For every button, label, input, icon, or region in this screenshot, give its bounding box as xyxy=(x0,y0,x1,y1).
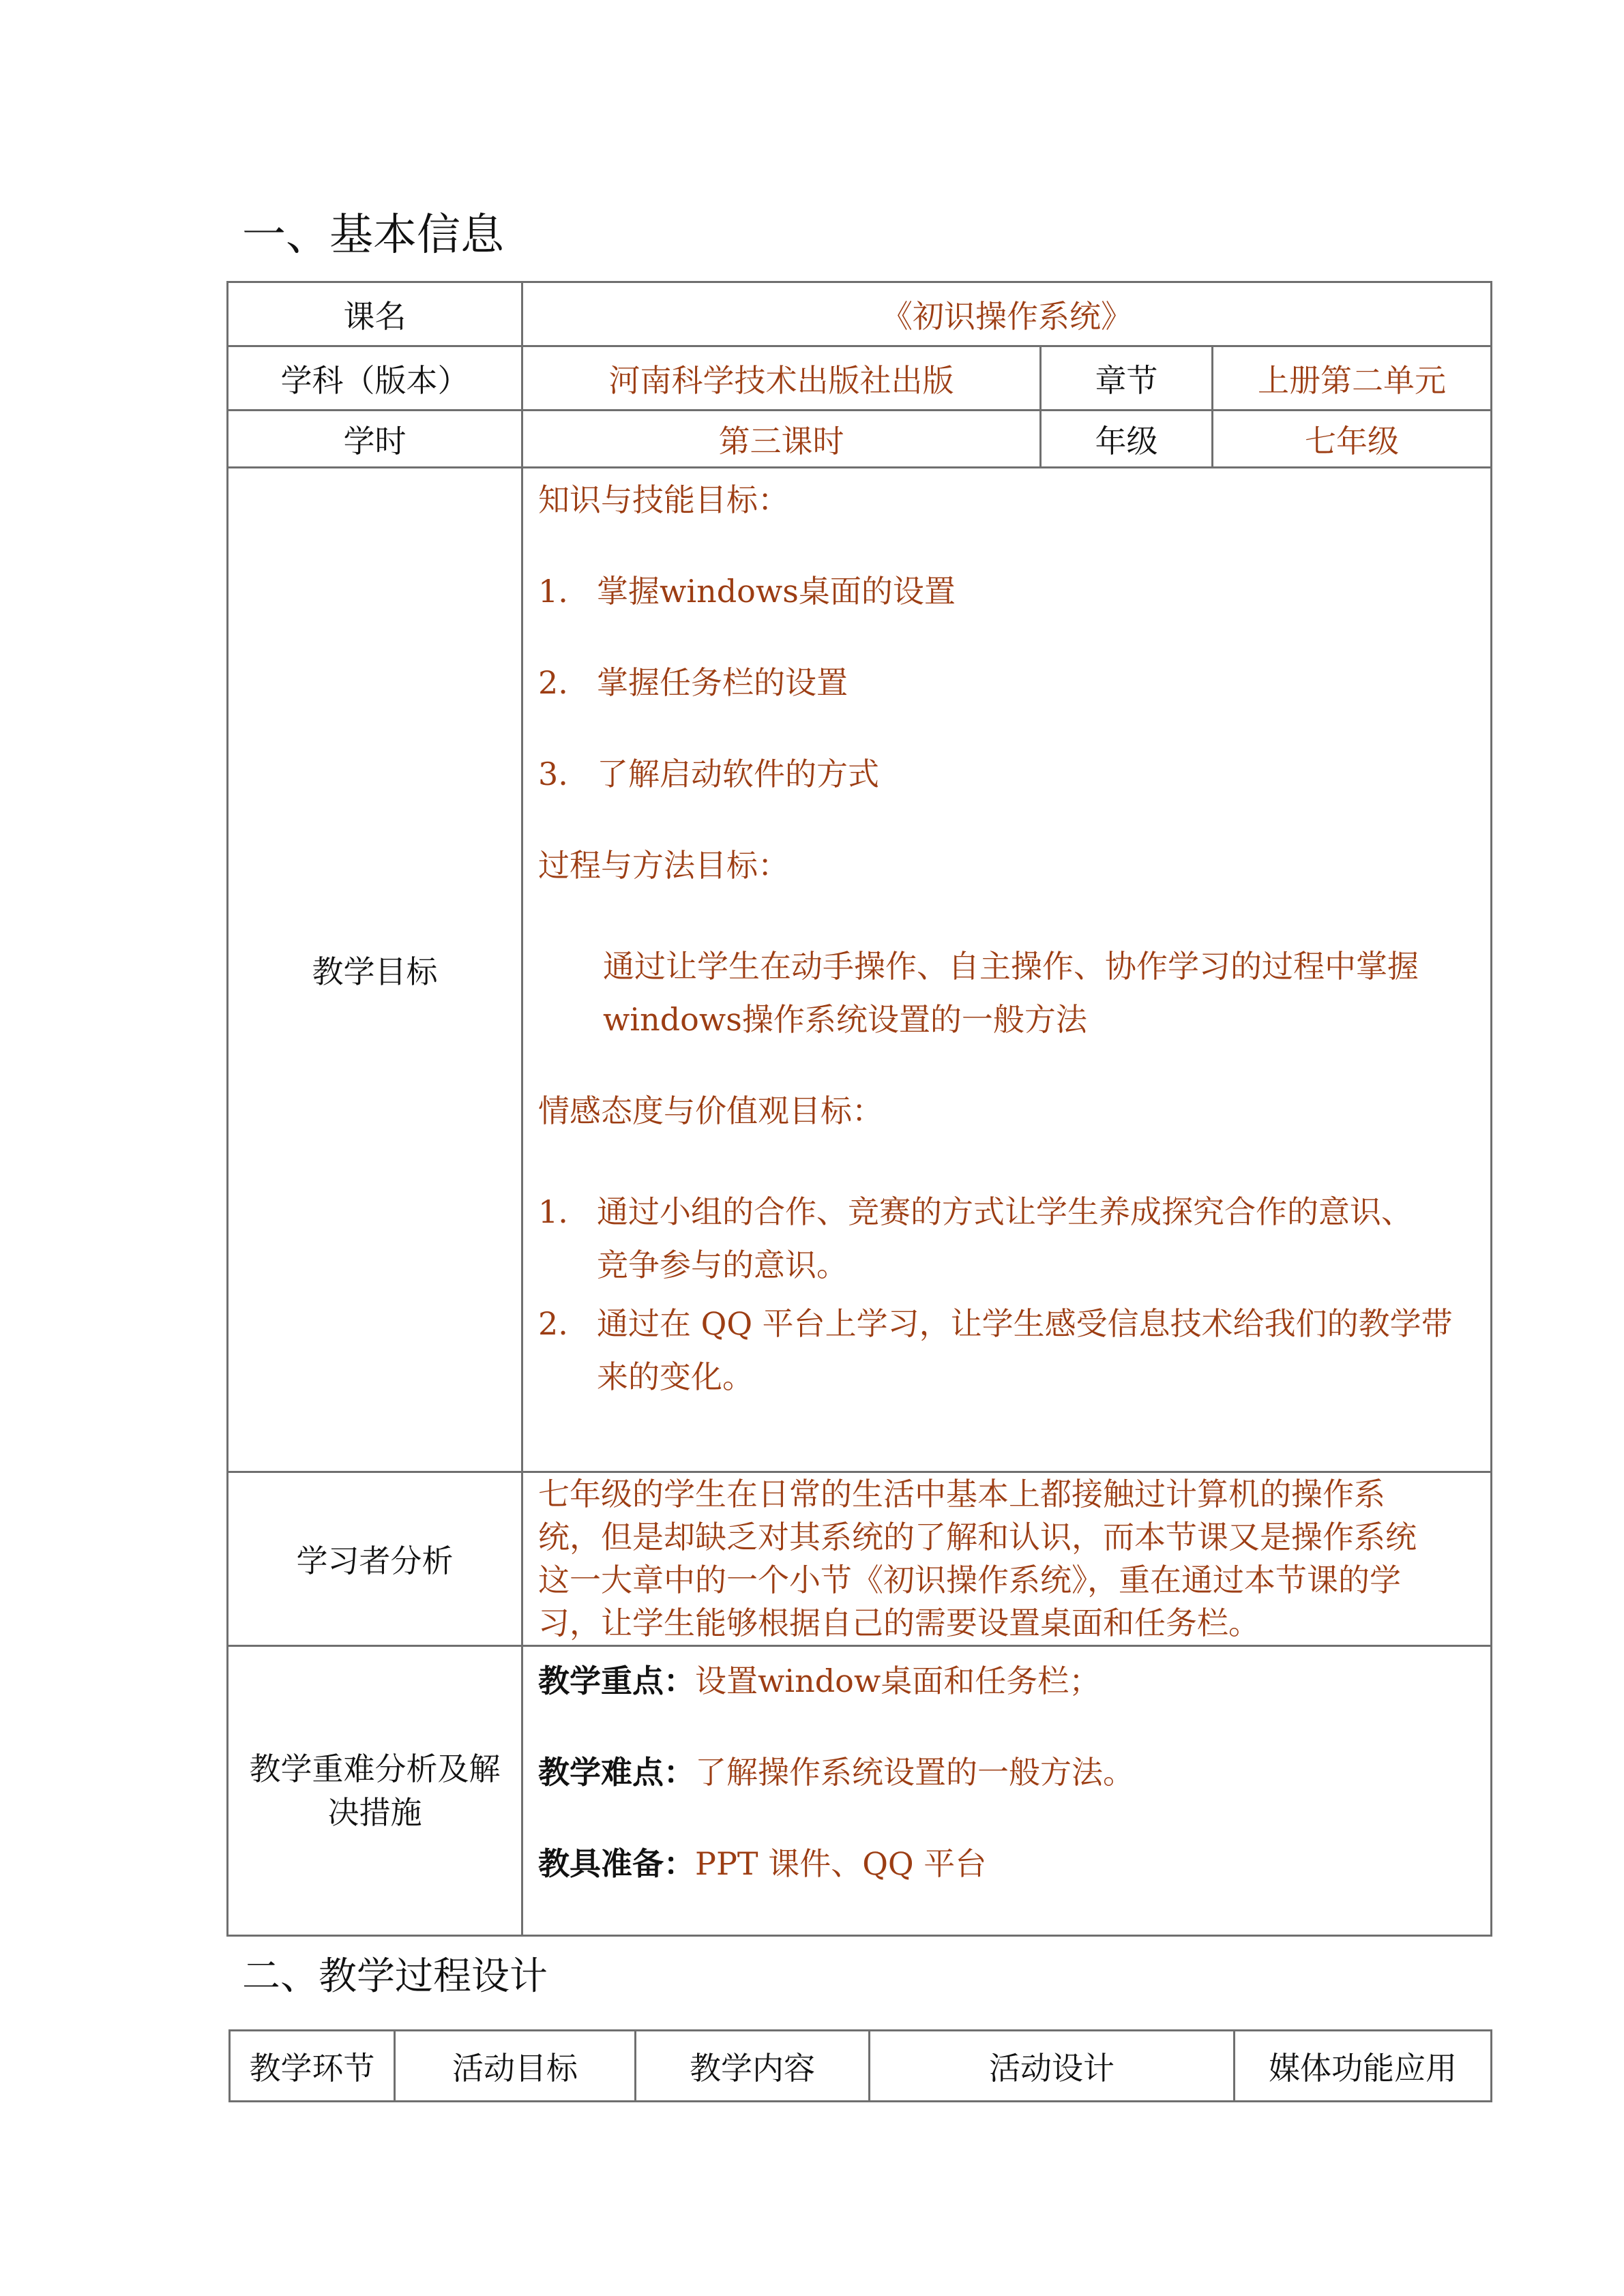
learner-line-2: 统，但是却缺乏对其系统的了解和认识，而本节课又是操作系统 xyxy=(538,1519,1417,1555)
section-heading-process-design: 二、教学过程设计 xyxy=(242,1954,548,1999)
header-teaching-content: 教学内容 xyxy=(636,2031,870,2102)
emotion-item-1-line2: 竞争参与的意识。 xyxy=(597,1247,848,1283)
subject-value: 河南科学技术出版社出版 xyxy=(522,346,1041,411)
tools-label: 教具准备： xyxy=(538,1845,695,1882)
chapter-label: 章节 xyxy=(1041,346,1213,411)
header-activity-goal: 活动目标 xyxy=(395,2031,636,2102)
process-heading: 过程与方法目标： xyxy=(538,847,789,884)
tools-text: PPT 课件、QQ 平台 xyxy=(695,1845,987,1882)
difficulty-line xyxy=(538,1750,1477,1794)
subject-label: 学科（版本） xyxy=(228,346,522,411)
focus-text: 设置window桌面和任务栏； xyxy=(695,1663,1101,1699)
knowledge-item-3: 3. 了解启动软件的方式 xyxy=(538,756,879,792)
emotion-item-1-line1: 1. 通过小组的合作、竞赛的方式让学生养成探究合作的意识、 xyxy=(538,1193,1413,1230)
section-heading-basic-info: 一、基本信息 xyxy=(242,210,504,260)
header-teaching-stage: 教学环节 xyxy=(230,2031,395,2102)
process-design-table xyxy=(228,2029,1492,2102)
course-label: 课名 xyxy=(228,282,522,346)
goals-label: 教学目标 xyxy=(228,468,522,1472)
process-text-2: windows操作系统设置的一般方法 xyxy=(603,1001,1087,1038)
keypoints-label xyxy=(228,1646,522,1936)
grade-value: 七年级 xyxy=(1213,411,1492,468)
knowledge-item-1: 1. 掌握windows桌面的设置 xyxy=(538,573,956,610)
keypoints-label-line1: 教学重难分析及解 xyxy=(249,1750,501,1787)
emotion-item-2-line1: 2. 通过在 QQ 平台上学习，让学生感受信息技术给我们的教学带 xyxy=(538,1305,1453,1342)
emotion-item-2-line2: 来的变化。 xyxy=(597,1358,754,1395)
period-value: 第三课时 xyxy=(522,411,1041,468)
emotion-heading: 情感态度与价值观目标： xyxy=(538,1092,883,1129)
goals-content xyxy=(522,468,1492,1472)
focus-line xyxy=(538,1659,1477,1703)
period-label: 学时 xyxy=(228,411,522,468)
basic-info-table xyxy=(226,281,1492,1937)
learner-label: 学习者分析 xyxy=(228,1472,522,1646)
process-text-1: 通过让学生在动手操作、自主操作、协作学习的过程中掌握 xyxy=(603,948,1419,985)
difficulty-text: 了解操作系统设置的一般方法。 xyxy=(695,1754,1134,1791)
knowledge-heading: 知识与技能目标： xyxy=(538,481,789,518)
header-media-application: 媒体功能应用 xyxy=(1235,2031,1492,2102)
learner-line-3: 这一大章中的一个小节《初识操作系统》，重在通过本节课的学 xyxy=(538,1562,1401,1598)
learner-line-4: 习，让学生能够根据自己的需要设置桌面和任务栏。 xyxy=(538,1605,1260,1641)
tools-line xyxy=(538,1842,1477,1885)
learner-line-1: 七年级的学生在日常的生活中基本上都接触过计算机的操作系 xyxy=(538,1476,1385,1512)
focus-label: 教学重点： xyxy=(538,1663,695,1699)
keypoints-label-line2: 决措施 xyxy=(327,1794,422,1831)
course-value: 《初识操作系统》 xyxy=(522,282,1492,346)
keypoints-content xyxy=(522,1646,1492,1936)
learner-content xyxy=(522,1472,1492,1646)
difficulty-label: 教学难点： xyxy=(538,1754,695,1791)
grade-label: 年级 xyxy=(1041,411,1213,468)
chapter-value: 上册第二单元 xyxy=(1213,346,1492,411)
knowledge-item-2: 2. 掌握任务栏的设置 xyxy=(538,664,848,701)
header-activity-design: 活动设计 xyxy=(870,2031,1235,2102)
